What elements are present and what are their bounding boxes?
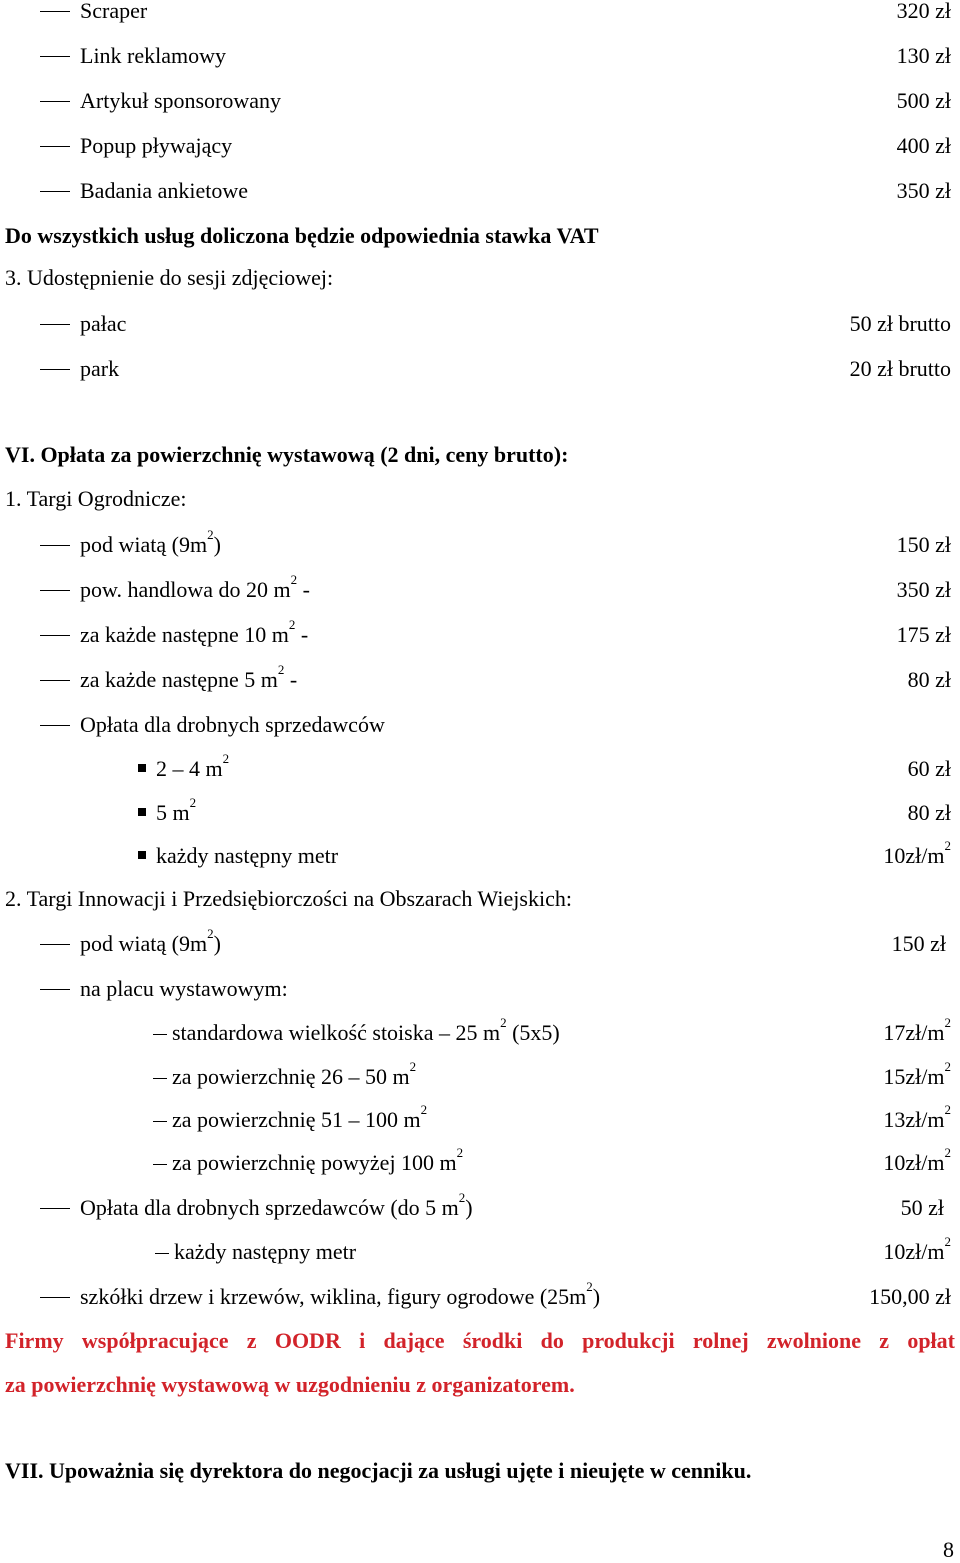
small-seller-label: każdy następny metr [156,843,339,868]
dash-bullet [40,1208,70,1209]
vat-note [0,221,960,251]
red-note-text-2: za powierzchnię wystawową w uzgodnieniu z organizatorem. [5,1372,575,1397]
fair1-label: pow. handlowa do 20 $m^2$ - [80,572,310,602]
service-label: Link reklamowy [80,43,227,68]
dash-bullet [40,944,70,945]
red-note-line [0,1326,960,1356]
photo-label: park [80,356,120,381]
dash-bullet [40,989,70,990]
fair2-heading-text: 2. Targi Innowacji i Przedsiębiorczości na Obszarach Wiejskich: [5,886,572,911]
service-row [0,41,960,71]
service-row [0,86,960,116]
square-item-label: za powierzchnię powyżej 100 $m^2$ [172,1145,464,1175]
dash-bullet [40,146,70,147]
service-label: Badania ankietowe [80,178,248,203]
service-row [0,176,960,206]
dash-bullet [40,1297,70,1298]
fair2-row [0,1279,960,1312]
photo-label: pałac [80,311,127,336]
fair1-heading [0,484,960,514]
fair2-heading [0,884,960,914]
square-item-label: standardowa wielkość stoiska – 25 $m^2$ (5x5) [172,1015,560,1045]
section-6-heading-text: VI. Opłata za powierzchnię wystawową (2 dni, ceny brutto): [5,442,569,467]
fair1-label: pod wiatą $(9m^2)$ [80,527,221,557]
fair2-row [0,1190,960,1223]
dash-bullet [40,545,70,546]
small-seller-label: 5 $m^2$ [156,795,197,825]
photo-row [0,354,960,384]
square-row [0,1102,960,1135]
fair1-label: za każde następne 10 $m^2$ - [80,617,309,647]
square-bullet-icon [138,764,146,772]
service-label: Artykuł sponsorowany [80,88,282,113]
photo-price: 20 zł brutto [849,356,951,381]
service-price: 350 zł [896,178,951,203]
nursery-label: szkółki drzew i krzewów, wiklina, figury ogrodowe $(25m^2)$ [80,1279,601,1309]
dash-bullet [40,101,70,102]
photo-session-heading [0,263,960,293]
square-row [0,1059,960,1092]
fair1-row [0,527,960,560]
service-row [0,0,960,26]
square-item-label: za powierzchnię 26 – 50 $m^2$ [172,1059,417,1089]
service-price: 130 zł [896,43,951,68]
dash-bullet [40,191,70,192]
square-item-price: $17zł/m^2$ [883,1015,951,1045]
fair1-price: 350 zł [896,577,951,602]
small-sellers-label: Opłata dla drobnych sprzedawców [80,712,385,737]
service-price: 320 zł [896,0,951,23]
square-bullet-icon [138,851,146,859]
fair1-price: 150 zł [896,532,951,557]
small-seller-label: 2 – 4 $m^2$ [156,751,230,781]
photo-row [0,309,960,339]
small-seller-row [0,838,960,871]
photo-price: 50 zł brutto [849,311,951,336]
dash-bullet [40,635,70,636]
red-note-line [0,1370,960,1400]
dash-bullet [153,1034,167,1035]
fair1-price: 80 zł [907,667,951,692]
small-seller-price: 80 zł [907,800,951,825]
section-7 [0,1456,960,1486]
section-6-heading [0,440,960,470]
red-note-text-1: Firmy współpracujące z OODR i dające środki do produkcji rolnej zwolnione z opłat [5,1328,955,1353]
dash-bullet [155,1253,169,1254]
dash-bullet [40,725,70,726]
fair1-row [0,662,960,695]
fair1-price: 175 zł [896,622,951,647]
service-price: 400 zł [896,133,951,158]
fair1-row [0,617,960,650]
fair2-row [0,974,960,1004]
dash-bullet [40,590,70,591]
service-label: Popup pływający [80,133,233,158]
each-next-label: każdy następny metr [174,1239,357,1264]
dash-bullet [40,56,70,57]
square-item-price: $15zł/m^2$ [883,1059,951,1089]
fair1-heading-text: 1. Targi Ogrodnicze: [5,486,187,511]
service-row [0,131,960,161]
fair2-row [0,1234,960,1267]
fair1-row [0,710,960,740]
small-seller-row [0,751,960,784]
dash-bullet [40,369,70,370]
dash-bullet [153,1121,167,1122]
dash-bullet [153,1164,167,1165]
square-bullet-icon [138,808,146,816]
vat-note-text: Do wszystkich usług doliczona będzie odpowiednia stawka VAT [5,223,599,248]
fair2-label: pod wiatą $(9m^2)$ [80,926,221,956]
fair2-small-sellers-price: 50 zł [900,1195,944,1220]
service-label: Scraper [80,0,148,23]
photo-session-heading-text: 3. Udostępnienie do sesji zdjęciowej: [5,265,334,290]
dash-bullet [40,680,70,681]
section-7-text: VII. Upoważnia się dyrektora do negocjacji za usługi ujęte i nieujęte w cenniku. [5,1458,752,1483]
fair1-row [0,572,960,605]
fair2-row [0,926,960,959]
square-item-price: $10zł/m^2$ [883,1145,951,1175]
fair2-price: 150 zł [891,931,946,956]
small-seller-row [0,795,960,828]
square-label: na placu wystawowym: [80,976,288,1001]
page-number: 8 [943,1537,954,1562]
dash-bullet [40,324,70,325]
small-seller-price: 60 zł [907,756,951,781]
fair1-label: za każde następne 5 $m^2$ - [80,662,298,692]
each-next-price: $10zł/m^2$ [883,1234,951,1264]
dash-bullet [40,11,70,12]
dash-bullet [153,1078,167,1079]
square-row [0,1015,960,1048]
nursery-price: 150,00 zł [869,1284,951,1309]
square-item-label: za powierzchnię 51 – 100 $m^2$ [172,1102,428,1132]
service-price: 500 zł [896,88,951,113]
square-item-price: $13zł/m^2$ [883,1102,951,1132]
small-seller-price: $10zł/m^2$ [883,838,951,868]
square-row [0,1145,960,1178]
fair2-small-sellers-label: Opłata dla drobnych sprzedawców (do 5 $m^2$) [80,1190,473,1220]
